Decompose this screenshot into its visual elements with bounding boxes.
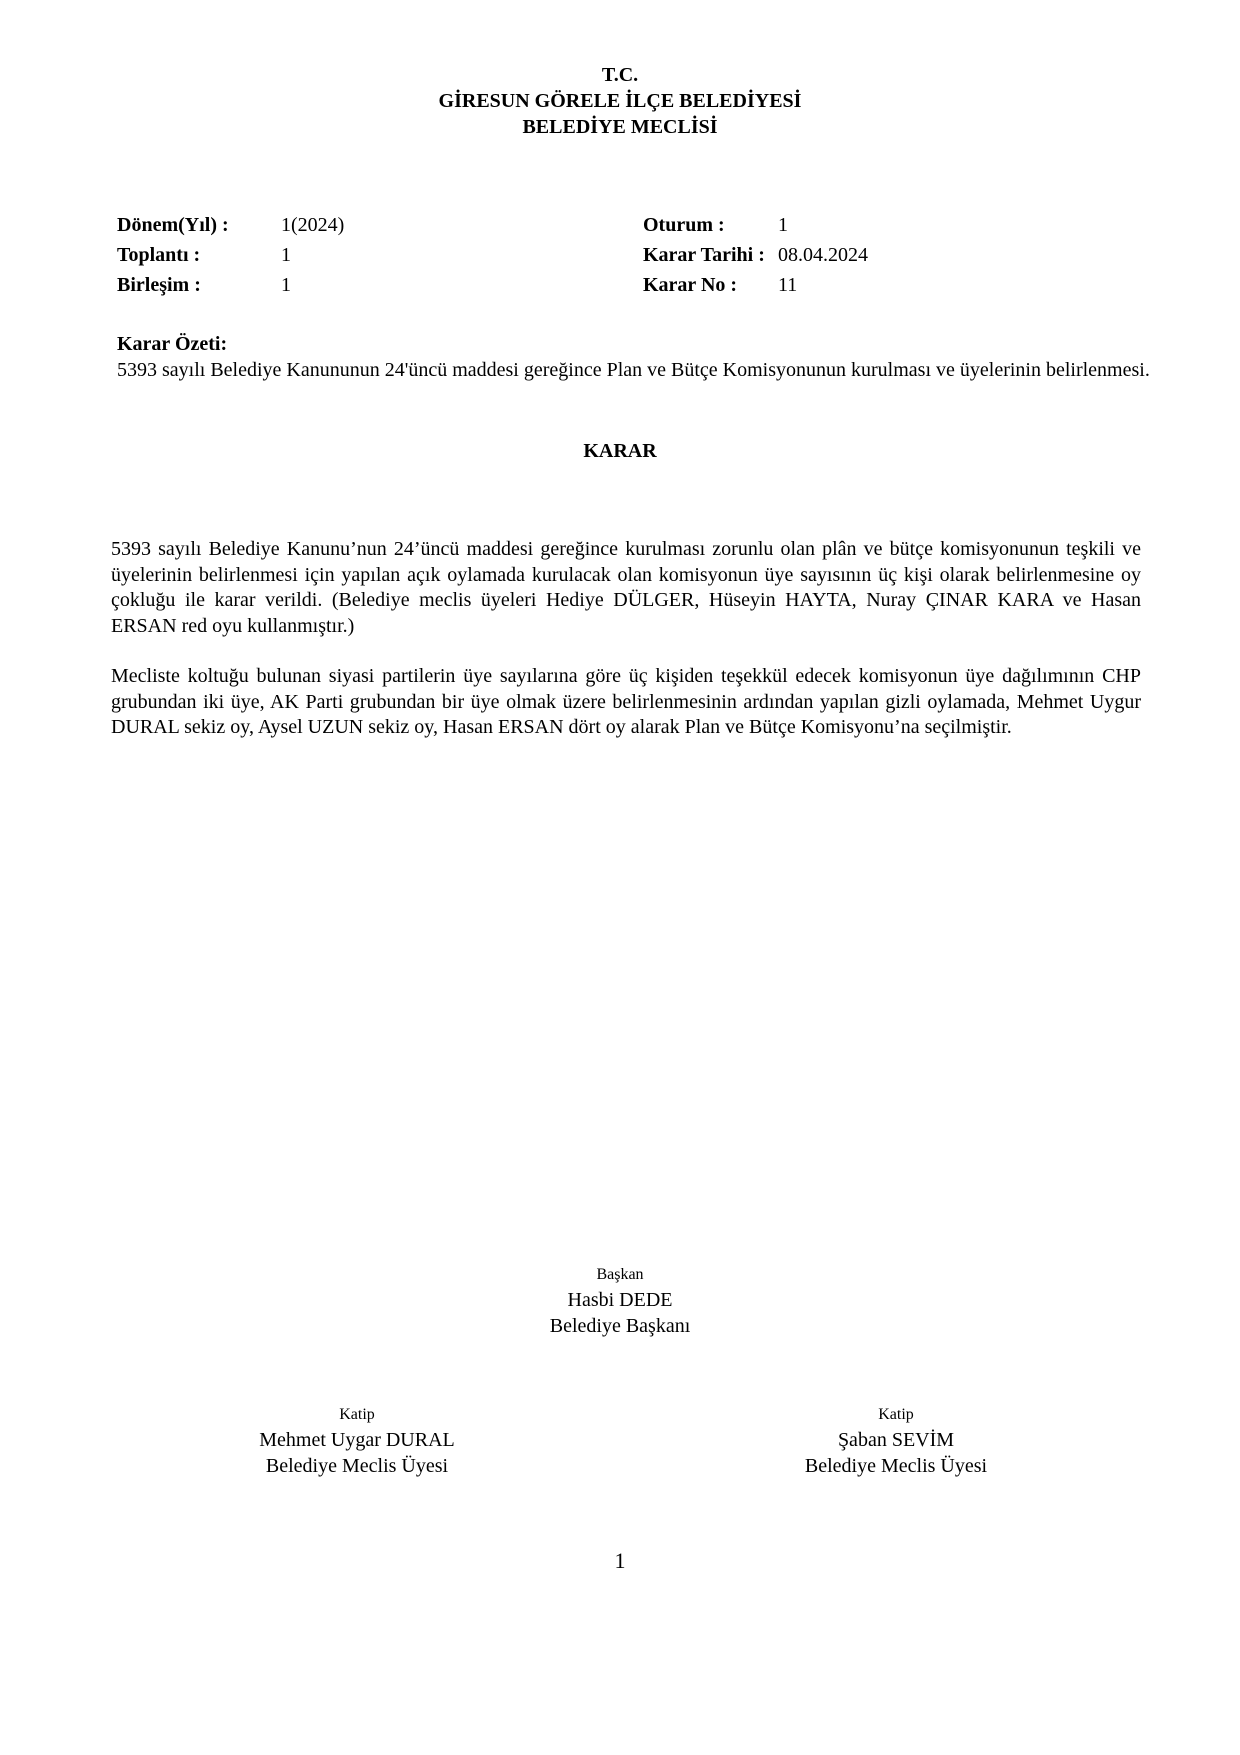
meta-birlesim: [117, 270, 201, 300]
page-number: 1: [614, 1548, 626, 1573]
header-council: BELEDİYE MECLİSİ: [522, 116, 718, 138]
donem-value: 1(2024): [281, 214, 345, 236]
summary-text: 5393 sayılı Belediye Kanununun 24'üncü maddesi gereğince Plan ve Bütçe Komisyonunun kurulması ve üyelerinin belirlenmesi.: [117, 359, 1150, 381]
header-tc: T.C.: [601, 64, 639, 86]
clerk-left-role: Katip: [339, 1406, 375, 1423]
meta-oturum: [643, 210, 725, 240]
decision-paragraph-2: Mecliste koltuğu bulunan siyasi partilerin üye sayılarına göre üç kişiden teşekkül edecek komisyonun üye dağılımının CHP grubundan iki üye, AK Parti grubundan bir üye olmak üzere belirlenmesinin ardından yapılan gizli oylamada, Mehmet Uygur DURAL sekiz oy, Aysel UZUN sekiz oy, Hasan ERSAN dört oy alarak Plan ve Bütçe Komisyonu’na seçilmiştir.: [111, 665, 1141, 738]
oturum-label: Oturum :: [643, 214, 725, 236]
meta-karar-no: [643, 270, 737, 300]
president-role: Başkan: [596, 1266, 644, 1283]
decision-paragraph-1: 5393 sayılı Belediye Kanunu’nun 24’üncü maddesi gereğince kurulması zorunlu olan plân ve bütçe komisyonunun teşkili ve üyelerinin belirlenmesi için yapılan açık oylamada kurulacak olan komisyonun üye sayısının üç kişi olarak belirlenmesine oy çokluğu ile karar verildi. (Belediye meclis üyeleri Hediye DÜLGER, Hüseyin HAYTA, Nuray ÇINAR KARA ve Hasan ERSAN red oyu kullanmıştır.): [111, 538, 1141, 637]
karar-tarihi-value: 08.04.2024: [778, 244, 868, 266]
clerk-right-role: Katip: [878, 1406, 914, 1423]
meta-donem: [117, 210, 229, 240]
toplanti-label: Toplantı :: [117, 244, 201, 266]
header-municipality: GİRESUN GÖRELE İLÇE BELEDİYESİ: [438, 90, 802, 112]
president-name: Hasbi DEDE: [567, 1289, 673, 1311]
meta-toplanti: [117, 240, 200, 270]
summary-label: Karar Özeti:: [117, 333, 228, 355]
donem-label: Dönem(Yıl) :: [117, 214, 229, 236]
toplanti-value: 1: [281, 244, 291, 266]
signature-clerk-right: [746, 1403, 1046, 1479]
president-title: Belediye Başkanı: [549, 1315, 691, 1337]
karar-tarihi-label: Karar Tarihi :: [643, 244, 765, 266]
meta-karar-tarihi: [643, 240, 765, 270]
signature-president: [470, 1263, 770, 1339]
signature-clerk-left: [207, 1403, 507, 1479]
clerk-right-name: Şaban SEVİM: [837, 1429, 955, 1451]
document-header: [0, 62, 1240, 140]
birlesim-label: Birleşim :: [117, 274, 201, 296]
decision-title: KARAR: [583, 440, 657, 462]
clerk-right-title: Belediye Meclis Üyesi: [804, 1455, 988, 1477]
karar-no-label: Karar No :: [643, 274, 738, 296]
oturum-value: 1: [778, 214, 788, 236]
karar-no-value: 11: [778, 274, 798, 296]
birlesim-value: 1: [281, 274, 291, 296]
clerk-left-name: Mehmet Uygar DURAL: [259, 1429, 455, 1451]
clerk-left-title: Belediye Meclis Üyesi: [265, 1455, 449, 1477]
